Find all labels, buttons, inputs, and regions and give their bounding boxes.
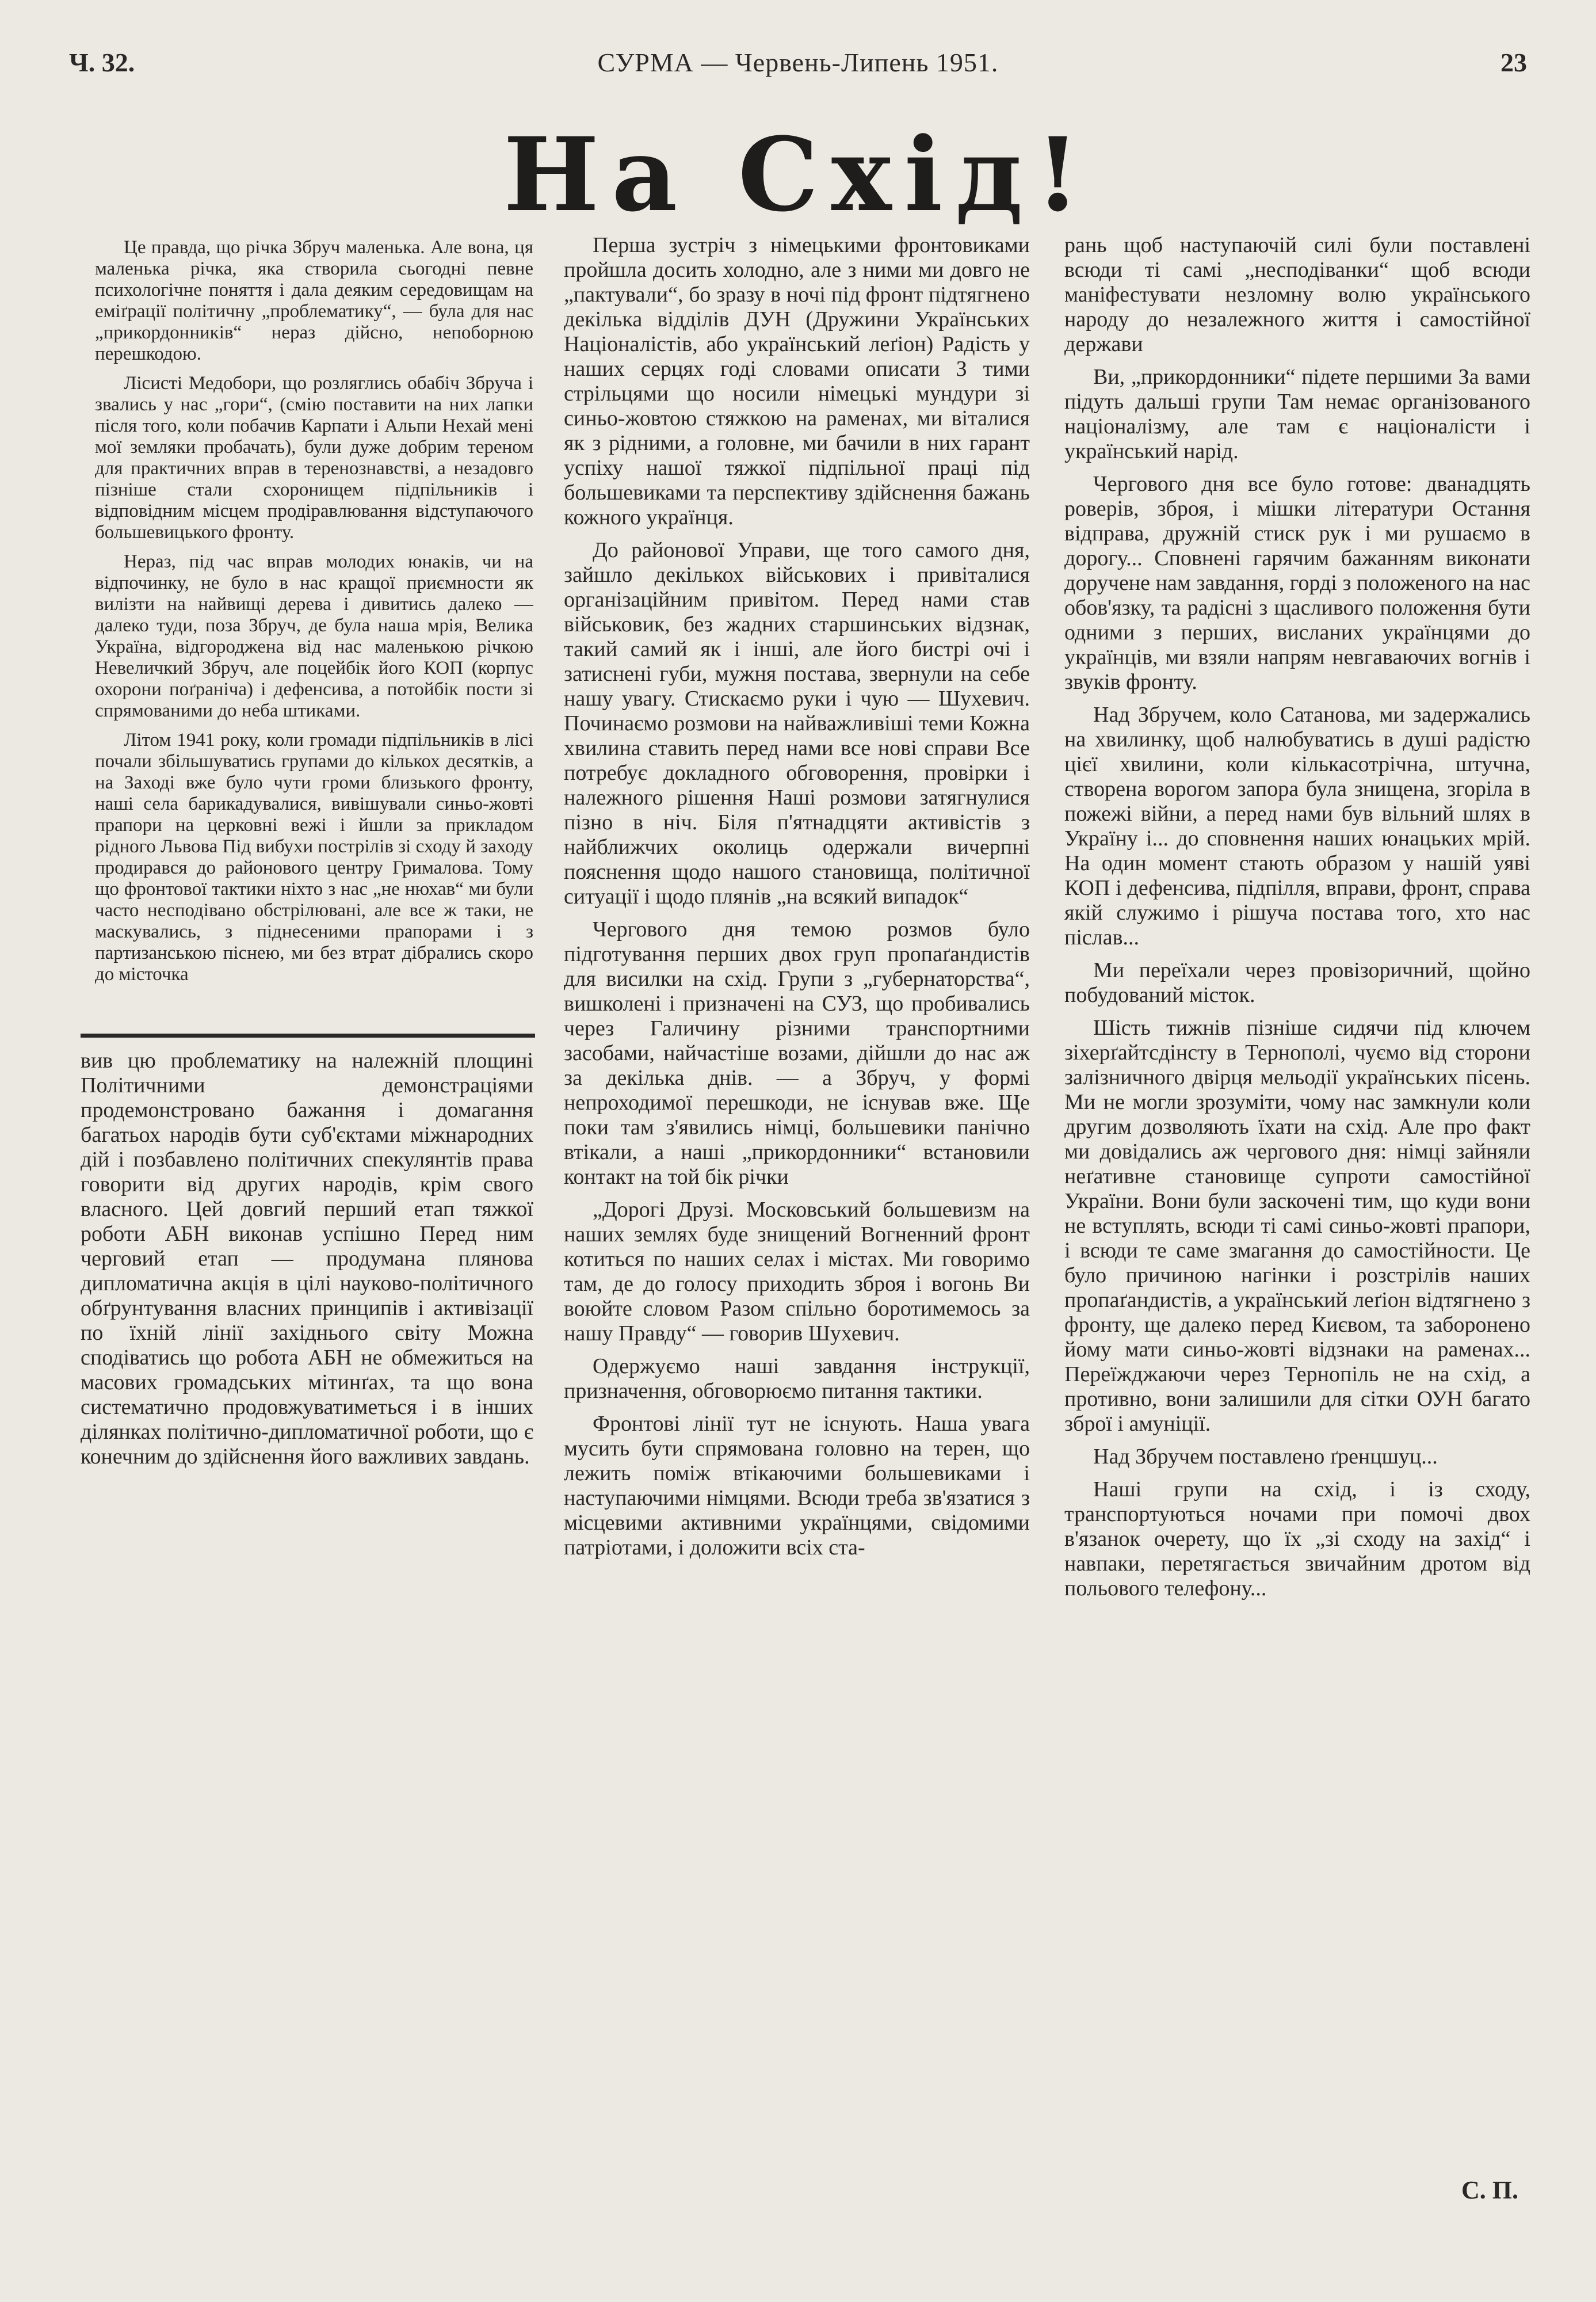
column-2 xyxy=(564,233,1030,2184)
paragraph: Літом 1941 року, коли громади підпільників в лісі почали збільшуватись групами до кількох десятків, а на Заході вже було чути громи близького фронту, наші села барикадувалися, вивішували синьо-жовті прапори на церковні вежі і йшли за прикладом рідного Львова Під вибухи пострілів зі сходу й заходу продирався до районового центру Грималова. Тому що фронтової тактики ніхто з нас „не нюхав“ ми були часто несподівано обстрілювані, але все ж таки, не маскувались, з піднесеними прапорами і з партизанською піснею, ми без втрат дібрались скоро до місточка xyxy=(95,730,533,985)
issue-number: Ч. 32. xyxy=(69,48,135,77)
paragraph: Чергового дня темою розмов було підготування перших двох груп пропаґандистів для висилки на схід. Групи з „губернаторства“, вишколені і призначені на СУЗ, що пробивались через Галичину різними транспортними засобами, найчастіше возами, дійшли до нас аж за декілька днів. — а Збруч, у формі непроходимої перешкоди, не існував вже. Ще поки там з'явились німці, большевики панічно втікали, а наші „прикордонники“ встановили контакт на той бік річки xyxy=(564,917,1030,1189)
author-signature: С. П. xyxy=(1461,2176,1518,2204)
paragraph: Ми переїхали через провізоричний, щойно побудований місток. xyxy=(1064,958,1530,1007)
paragraph: Чергового дня все було готове: дванадцять роверів, зброя, і мішки літератури Остання відправа, дружній стиск рук і ми рушаємо в дорогу... Сповнені гарячим бажанням виконати доручене нам завдання, горді з положеного на нас обов'язку, та радісні з щасливого положення бути одними з перших, висланих українцями до українців, ми взяли напрям невгаваючих вогнів і звуків фронту. xyxy=(1064,472,1530,694)
page-header xyxy=(69,47,1527,82)
paragraph: вив цю проблематику на належній площині Політичними демонстраціями продемонстровано бажання і домагання багатьох народів бути суб'єктами міжнародних дій і позбавлено політичних спекулянтів права говорити від других народів, крім свого власного. Цей довгий перший етап тяжкої роботи АБН виконав успішно Перед ним черговий етап — продумана плянова дипломатична акція в цілі науково-політичного обґрунтування власних принципів і активізації по їхній лінії західнього світу Можна сподіватись що робота АБН не обмежиться на масових громадських мітинґах, та що вона систематично продовжуватиметься і в інших ділянках політично-дипломатичної роботи, що є конечним до здійснення його важливих завдань. xyxy=(81,1049,533,1469)
article-title: На Схід! xyxy=(503,115,1093,234)
paragraph: Ви, „прикордонники“ підете першими За вами підуть дальші групи Там немає організованого націоналізму, але там є націоналісти і український нарід. xyxy=(1064,365,1530,463)
paragraph: До районової Управи, ще того самого дня, зайшло декількох військових і привіталися організаційним привітом. Перед нами став військовик, без жадних старшинських відзнак, такий самий як і інші, але його бистрі очі і затиснені губи, мужня постава, звернули на себе нашу увагу. Стискаємо руки і чую — Шухевич. Починаємо розмови на найважливіші теми Кожна хвилина ставить перед нами все нові справи Все потребує докладного обговорення, провірки і належного рішення Наші розмови затягнулися пізно в ніч. Біля п'ятнадцяти активістів з найближчих околиць одержали вичерпні пояснення щодо нашого становища, політичної ситуації і щодо плянів „на всякий випадок“ xyxy=(564,538,1030,909)
paragraph: Це правда, що річка Збруч маленька. Але вона, ця маленька річка, яка створила сьогодні певне психологічне поняття і дала деяким середовищам на еміґрації політичну „проблематику“, — була для нас „прикордонників“ нераз дійсно, непоборною перешкодою. xyxy=(95,237,533,364)
paragraph: Над Збручем, коло Сатанова, ми задержались на хвилинку, щоб налюбуватись в душі радістю цієї хвилини, коли кількасотрічна, штучна, створена ворогом запора була знищена, згоріла в пожежі війни, а перед нами був вільний шлях в Україну і... до сповнення наших юнацьких мрій. На один момент стають образом у нашій уяві КОП і дефенсива, підпілля, вправи, фронт, справа якій служимо і рішуча постава того, хто нас післав... xyxy=(1064,703,1530,950)
paragraph: Шість тижнів пізніше сидячи під ключем зіхерґайтсдінсту в Тернополі, чуємо від сторони залізничного двірця мельодії українських пісень. Ми не могли зрозуміти, чому нас замкнули коли другим дозволяють їхати на схід. Але про факт ми довідались аж чергового дня: німці зайняли неґативне становище супроти самостійної України. Вони були заскочені тим, що куди вони не вступлять, всюди ті самі синьо-жовті прапори, і всюди те саме змагання до самостійности. Це було причиною нагінки і розстрілів наших пропаґандистів, а український леґіон відтягнено з фронту, ще далеко перед Києвом, та заборонено йому мати синьо-жовті відзнаки на раменах... Переїжджаючи через Тернопіль не на схід, а противно, вони залишили для сітки ОУН багато зброї і амуніції. xyxy=(1064,1016,1530,1436)
paragraph: рань щоб наступаючій силі були поставлені всюди ті самі „несподіванки“ щоб всюди маніфестувати незломну волю українського народу до незалежного життя і самостійної держави xyxy=(1064,233,1530,356)
paragraph: Лісисті Медобори, що розляглись обабіч Збруча і звались у нас „гори“, (смію поставити на них лапки після того, коли побачив Карпати і Альпи Нехай мені мої земляки пробачать), були дуже добрим тереном для практичних вправ в теренознавстві, а незадовго пізніше стали схоронищем підпільників і відповідним місцем продіравлювання відступаючого большевицького фронту. xyxy=(95,373,533,543)
page-number: 23 xyxy=(1500,48,1527,77)
column-1-bottom xyxy=(81,1049,533,2142)
column-1-top xyxy=(95,237,533,1022)
paragraph: Перша зустріч з німецькими фронтовиками пройшла досить холодно, але з ними ми довго не „пактували“, бо зразу в ночі під фронт підтягнено декілька відділів ДУН (Дружини Українських Націоналістів, або український леґіон) Радість у наших серцях годі словами описати З тими стрільцями що носили німецькі мундури зі синьо-жовтою стяжкою на раменах, ми віталися як з рідними, а головне, ми бачили в них гарант успіху нашої тяжкої підпільної праці під большевиками та перспективу здійснення бажань кожного українця. xyxy=(564,233,1030,529)
publication-line: СУРМА — Червень-Липень 1951. xyxy=(597,48,999,77)
paragraph: „Дорогі Друзі. Московський большевизм на наших землях буде знищений Вогненний фронт котиться по наших селах і містах. Ми говоримо там, де до голосу приходить зброя і вогонь Ви воюйте словом Разом спільно боротимемось за нашу Правду“ — говорив Шухевич. xyxy=(564,1198,1030,1346)
column-divider-rule xyxy=(81,1034,535,1038)
column-3 xyxy=(1064,233,1530,2167)
paragraph: Над Збручем поставлено ґренцшуц... xyxy=(1093,1445,1438,1469)
paragraph: Наші групи на схід, і із сходу, транспортуються ночами при помочі двох в'язанок очерету, що їх „зі сходу на захід“ і навпаки, перетягається звичайним дротом від польового телефону... xyxy=(1064,1477,1530,1600)
paragraph: Фронтові лінії тут не існують. Наша увага мусить бути спрямована головно на терен, що лежить поміж втікаючими большевиками і наступаючими німцями. Всюди треба зв'язатися з місцевими активними українцями, свідомими патріотами, і доложити всіх ста- xyxy=(564,1412,1030,1560)
paragraph: Нераз, під час вправ молодих юнаків, чи на відпочинку, не було в нас кращої приємности як вилізти на найвищі дерева і дивитись далеко — далеко туди, поза Збруч, де була наша мрія, Велика Україна, відгороджена від нас маленькою річкою Невеличкий Збруч, але поцейбік його КОП (корпус охорони поґраніча) і дефенсива, а потойбік пости зі спрямованими до неба штиками. xyxy=(95,551,533,721)
paragraph: Одержуємо наші завдання інструкції, призначення, обговорюємо питання тактики. xyxy=(564,1354,1030,1403)
